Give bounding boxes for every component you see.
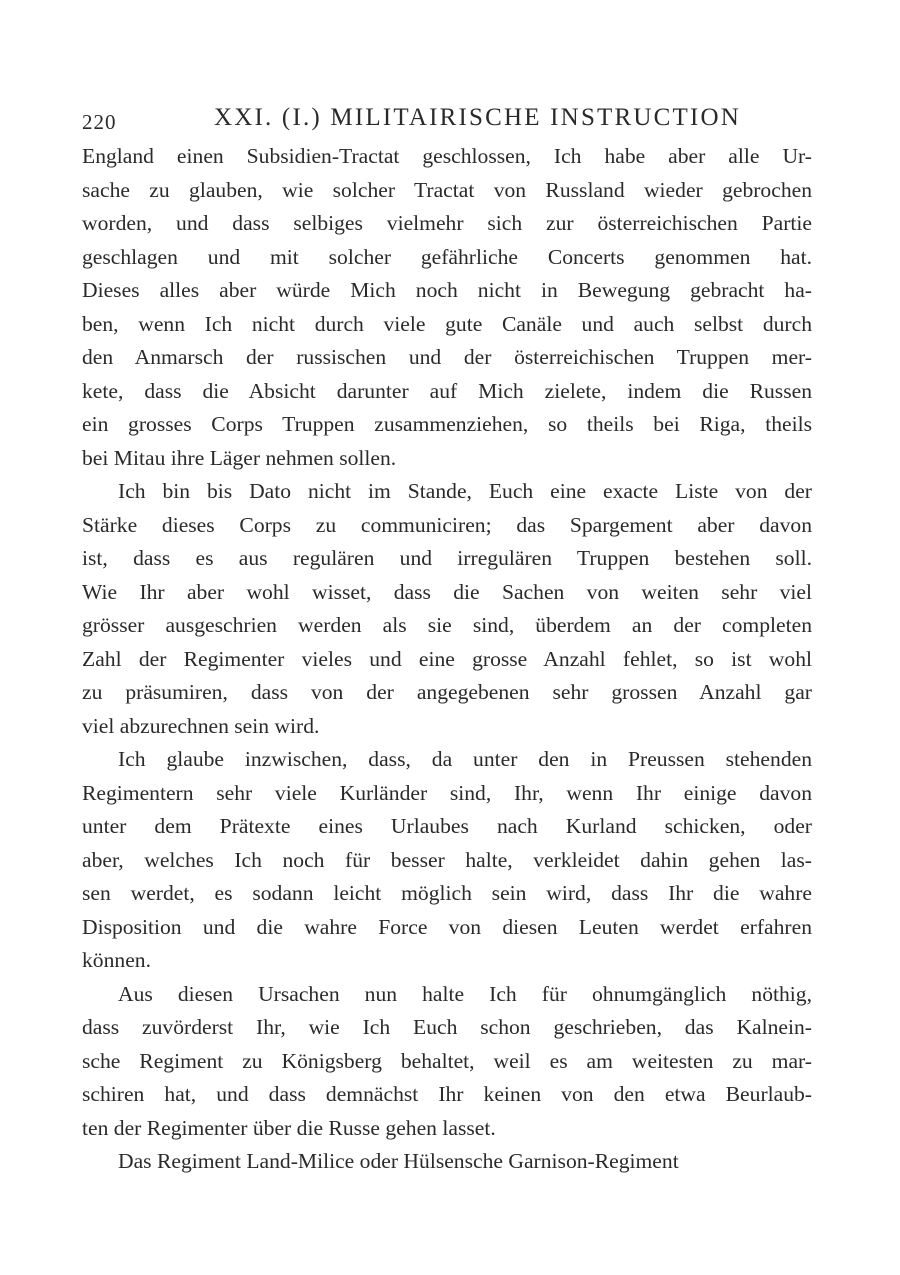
text-line: Das Regiment Land-Milice oder Hülsensche Garnison-Regiment — [118, 1149, 679, 1173]
text-line: den Anmarsch der russischen und der österreichischen Truppen mer- — [82, 345, 812, 369]
page-number: 220 — [82, 110, 117, 134]
text-line: ist, dass es aus regulären und irregulären Truppen bestehen soll. — [82, 546, 812, 570]
paragraph — [82, 140, 812, 475]
text-line: bei Mitau ihre Läger nehmen sollen. — [82, 445, 397, 470]
paragraph — [82, 475, 812, 743]
document-page — [82, 100, 812, 1179]
text-line: kete, dass die Absicht darunter auf Mich zielete, indem die Russen — [82, 378, 812, 403]
paragraph — [82, 1145, 812, 1179]
text-line: schiren hat, und dass demnächst Ihr keinen von den etwa Beurlaub- — [82, 1082, 812, 1106]
text-line: Stärke dieses Corps zu communiciren; das Spargement aber davon — [82, 512, 812, 537]
text-line: können. — [82, 948, 151, 972]
text-line: Regimentern sehr viele Kurländer sind, Ihr, wenn Ihr einige davon — [82, 780, 812, 805]
text-line: unter dem Prätexte eines Urlaubes nach Kurland schicken, oder — [82, 814, 812, 838]
text-line: zu präsumiren, dass von der angegebenen sehr grossen Anzahl gar — [82, 680, 812, 704]
body-text — [82, 140, 812, 1179]
text-line: ten der Regimenter über die Russe gehen lasset. — [82, 1115, 496, 1140]
running-head — [82, 100, 812, 140]
text-line: dass zuvörderst Ihr, wie Ich Euch schon geschrieben, das Kalnein- — [82, 1015, 812, 1039]
text-line: sche Regiment zu Königsberg behaltet, weil es am weitesten zu mar- — [82, 1048, 812, 1073]
text-line: worden, und dass selbiges vielmehr sich zur österreichischen Partie — [82, 211, 812, 235]
text-line: grösser ausgeschrien werden als sie sind, überdem an der completen — [82, 613, 812, 637]
text-line: Aus diesen Ursachen nun halte Ich für ohnumgänglich nöthig, — [118, 981, 812, 1006]
text-line: Dieses alles aber würde Mich noch nicht in Bewegung gebracht ha- — [82, 278, 812, 302]
text-line: Zahl der Regimenter vieles und eine grosse Anzahl fehlet, so ist wohl — [82, 646, 812, 671]
paragraph — [82, 978, 812, 1146]
paragraph — [82, 743, 812, 978]
text-line: geschlagen und mit solcher gefährliche Concerts genommen hat. — [82, 244, 812, 269]
text-line: England einen Subsidien-Tractat geschlossen, Ich habe aber alle Ur- — [82, 144, 812, 168]
text-line: viel abzurechnen sein wird. — [82, 713, 320, 738]
text-line: Disposition und die wahre Force von diesen Leuten werdet erfahren — [82, 914, 812, 939]
text-line: Wie Ihr aber wohl wisset, dass die Sachen von weiten sehr viel — [82, 579, 812, 604]
text-line: Ich bin bis Dato nicht im Stande, Euch eine exacte Liste von der — [118, 479, 812, 503]
running-title: XXI. (I.) MILITAIRISCHE INSTRUCTION — [214, 104, 742, 131]
text-line: ben, wenn Ich nicht durch viele gute Canäle und auch selbst durch — [82, 311, 812, 336]
text-line: sache zu glauben, wie solcher Tractat von Russland wieder gebrochen — [82, 177, 812, 202]
text-line: aber, welches Ich noch für besser halte, verkleidet dahin gehen las- — [82, 847, 812, 872]
text-line: ein grosses Corps Truppen zusammenziehen, so theils bei Riga, theils — [82, 412, 812, 436]
text-line: sen werdet, es sodann leicht möglich sein wird, dass Ihr die wahre — [82, 881, 812, 905]
text-line: Ich glaube inzwischen, dass, da unter den in Preussen stehenden — [118, 747, 812, 771]
